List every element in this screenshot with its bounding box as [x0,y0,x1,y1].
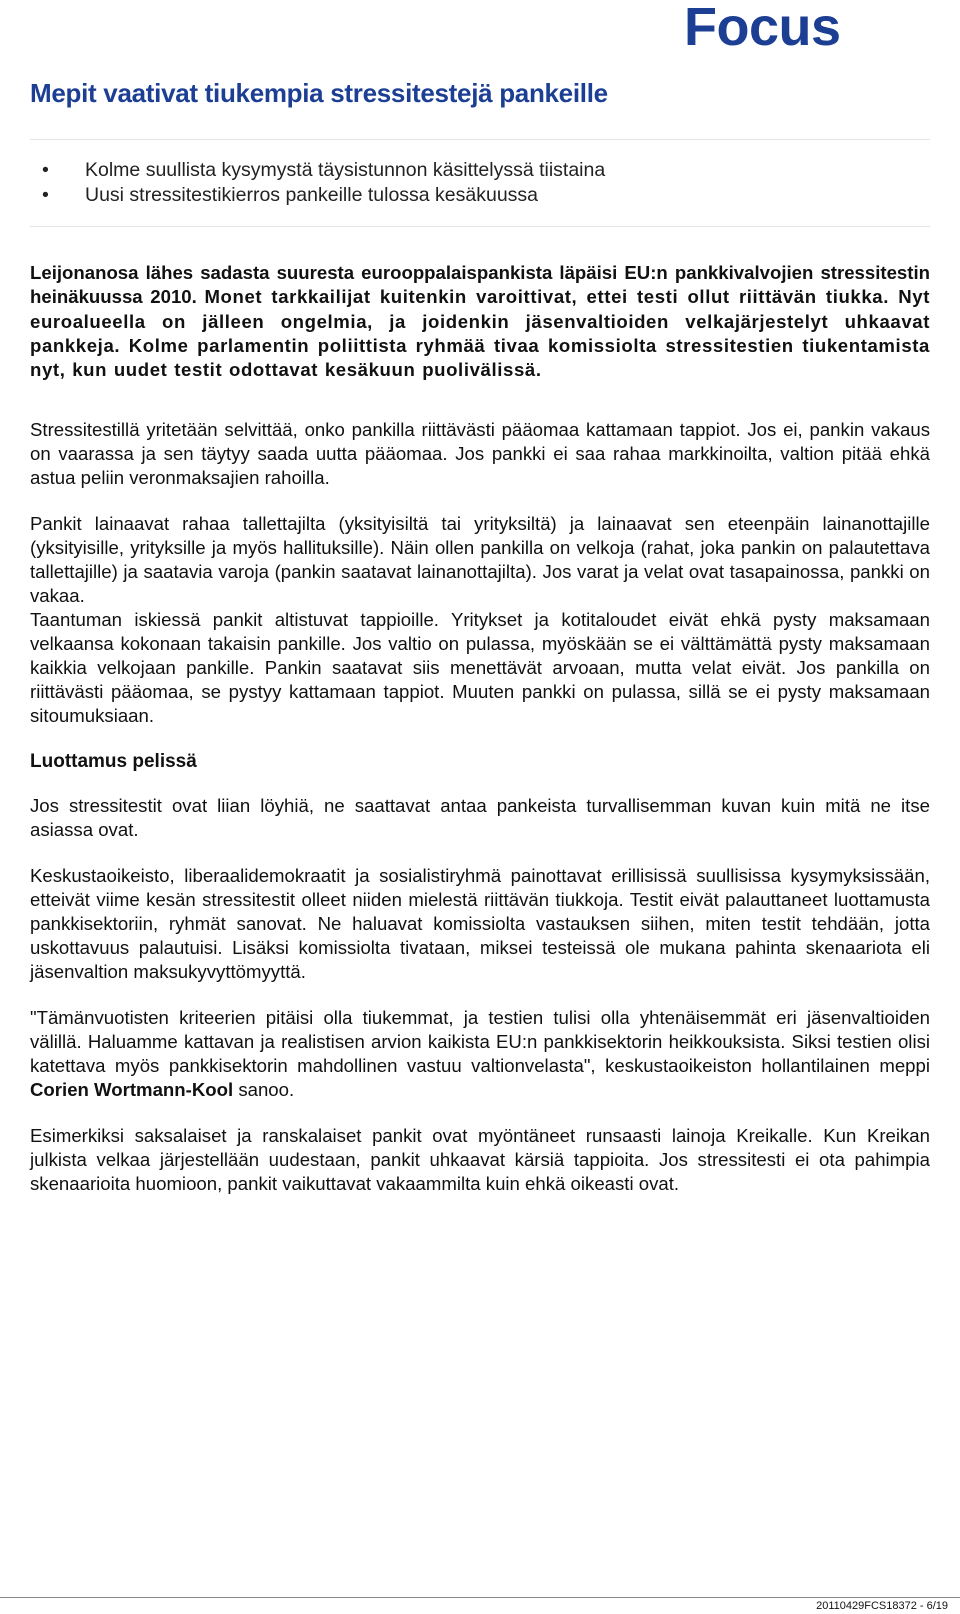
brand-focus: Focus [684,0,841,57]
paragraph: Pankit lainaavat rahaa tallettajilta (yksityisiltä tai yrityksiltä) ja lainaavat sen eteenpäin lainanottajille (yksityisille, yrityksille ja myös hallituksille). Näin ollen pankilla on velkoja (rahat, joka pankin on palautettava tallettajille) ja saatavia varoja (pankin saatavat lainanottajilta). Jos varat ja velat ovat tasapainossa, pankki on vakaa. [30,513,930,606]
lead-part-2: Monet tarkkailijat kuitenkin varoittivat, ettei testi ollut riittävän tiukka. Nyt euroalueella on jälleen ongelmia, ja joidenkin jäsenvaltioiden velkajärjestelyt uhkaavat pankkeja. Kolme parlamentin poliittista ryhmää tivaa komissiolta stressitestien tiukentamista nyt, kun uudet testit odottavat kesäkuun puolivälissä. [30,286,931,381]
paragraph-quote: "Tämänvuotisten kriteerien pitäisi olla tiukemmat, ja testien tulisi olla yhtenäisemmät eri jäsenvaltioiden välillä. Haluamme kattavan ja realistisen arvion kaikista EU:n pankkisektorin heikkouksista. Siksi testien olisi katettava myös pankkisektorin mahdollinen vastuu valtionvelasta", keskustaoikeiston hollantilainen meppi Corien Wortmann-Kool sanoo. [30,1007,930,1100]
mep-name: Corien Wortmann-Kool [30,1079,234,1100]
lead-paragraph [30,261,930,382]
bullet-item: • Uusi stressitestikierros pankeille tulossa kesäkuussa [42,184,539,206]
summary-bullets [30,158,930,208]
section-heading: Luottamus pelissä [30,751,197,772]
footer-reference: 20110429FCS18372 - 6/19 [816,1600,948,1612]
divider-top [30,139,930,140]
divider-bottom [30,226,930,227]
page-title: Mepit vaativat tiukempia stressitestejä pankeille [30,78,608,108]
paragraph: Esimerkiksi saksalaiset ja ranskalaiset pankit ovat myöntäneet runsaasti lainoja Kreikalle. Kun Kreikan julkista velkaa järjestellään uudestaan, pankit uhkaavat kärsiä tappioita. Jos stressitesti ei ota pahimpia skenaarioita huomioon, pankit vaikuttavat vakaammilta kuin ehkä oikeasti ovat. [30,1125,930,1194]
paragraph: Keskustaoikeisto, liberaalidemokraatit ja sosialistiryhmä painottavat erillisissä suullisissa kysymyksissään, etteivät viime kesän stressitestit olleet niiden mielestä riittävän tiukkoja. Testit eivät palauttaneet luottamusta pankkisektoriin, ryhmät sanovat. Ne haluavat komissiolta vastauksen siihen, miten testit tehdään, jotta uskottavuus palautuisi. Lisäksi komissiolta tivataan, miksei testeissä ole mukana pahinta skenaariota eli jäsenvaltion maksukyvyttömyyttä. [30,865,930,982]
lead-part-1: Leijonanosa lähes sadasta suuresta eurooppalaispankista läpäisi EU:n pankkivalvojien stressitestin heinäkuussa 2010. [30,262,930,308]
paragraph: Jos stressitestit ovat liian löyhiä, ne saattavat antaa pankeista turvallisemman kuvan kuin mitä ne itse asiassa ovat. [30,795,930,840]
paragraph: Taantuman iskiessä pankit altistuvat tappioille. Yritykset ja kotitaloudet eivät ehkä pysty maksamaan velkaansa kokonaan takaisin pankille. Jos valtio on pulassa, myöskään se ei välttämättä pysty maksamaan kaikkia velkojaan pankille. Pankin saatavat siis menettävät arvoaan, mutta velat eivät. Jos pankilla on riittävästi pääomaa, se pystyy kattamaan tappiot. Muuten pankki on pulassa, sillä se ei pysty maksamaan sitoumuksiaan. [30,609,930,726]
article-body [30,418,930,1218]
footer-divider [0,1597,960,1598]
paragraph: Stressitestillä yritetään selvittää, onko pankilla riittävästi pääomaa kattamaan tappiot. Jos ei, pankin vakaus on vaarassa ja sen täytyy saada uutta pääomaa. Jos pankki ei saa rahaa markkinoilta, valtion pitää ehkä astua peliin veronmaksajien rahoilla. [30,419,930,488]
bullet-item: • Kolme suullista kysymystä täysistunnon käsittelyssä tiistaina [42,159,606,181]
